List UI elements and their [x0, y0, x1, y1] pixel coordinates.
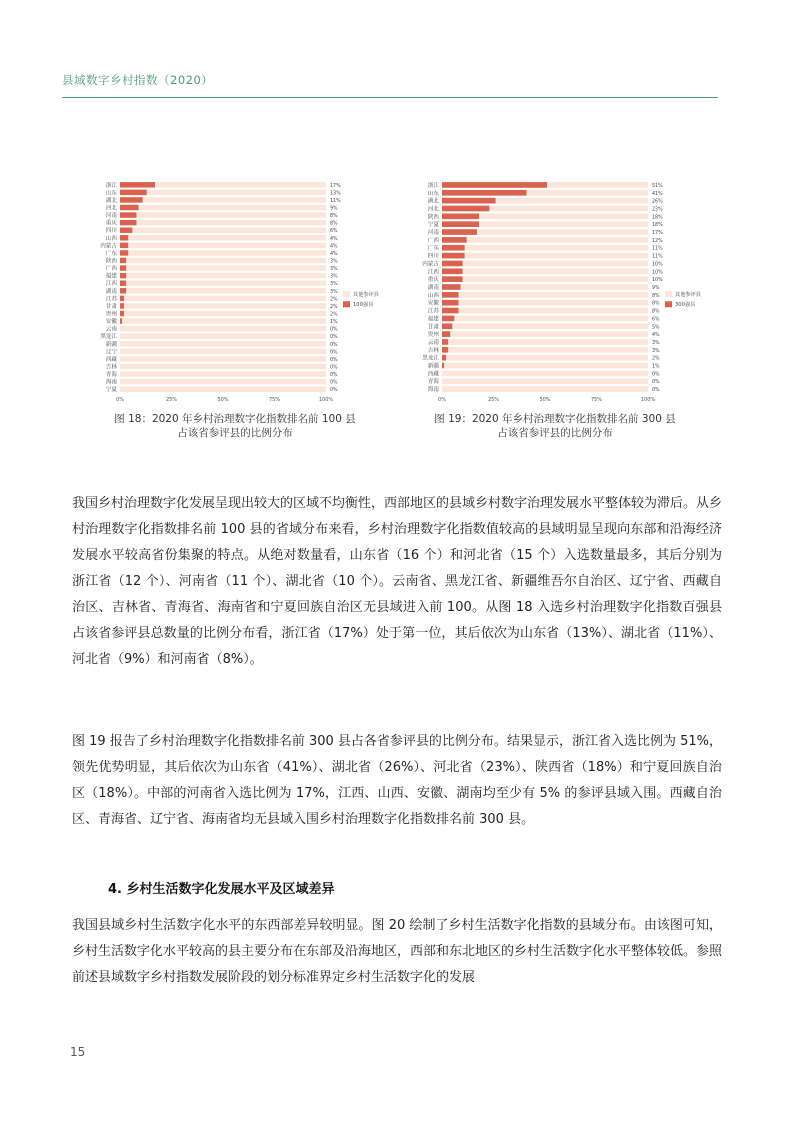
bar-other-25: [120, 371, 326, 376]
value-label: 4%: [330, 251, 338, 257]
category-label: 四川: [427, 253, 439, 260]
category-label: 山西: [427, 292, 439, 299]
bar-highlight-22: [442, 355, 446, 361]
category-label: 湖南: [105, 288, 117, 295]
bar-other-6: [477, 229, 648, 235]
value-label: 10%: [652, 262, 663, 268]
category-label: 湖南: [427, 285, 439, 291]
bar-other-1: [147, 190, 326, 195]
value-label: 8%: [330, 221, 338, 227]
bar-other-8: [465, 245, 648, 251]
category-label: 四川: [105, 228, 117, 235]
x-tick-label: 75%: [590, 397, 603, 403]
category-label: 广东: [105, 250, 117, 257]
category-label: 宁夏: [105, 387, 117, 394]
category-label: 贵州: [427, 332, 439, 339]
category-label: 辽宁: [105, 349, 117, 356]
legend-swatch-highlight: [665, 301, 672, 307]
caption-line: 图 18：2020 年乡村治理数字化指数排名前 100 县: [114, 413, 356, 425]
bar-other-2: [143, 197, 326, 202]
bar-highlight-18: [442, 323, 452, 329]
bar-highlight-10: [442, 261, 463, 267]
category-label: 重庆: [105, 220, 117, 227]
category-label: 安徽: [105, 319, 117, 326]
bar-other-10: [463, 261, 648, 267]
value-label: 3%: [330, 259, 338, 265]
bar-other-3: [489, 206, 648, 212]
x-tick-label: 25%: [487, 397, 500, 403]
bar-other-4: [479, 214, 648, 220]
bar-other-12: [463, 276, 648, 282]
value-label: 1%: [330, 320, 338, 326]
category-label: 江西: [427, 269, 439, 276]
value-label: 0%: [330, 388, 338, 394]
bar-highlight-9: [442, 253, 465, 259]
category-label: 西藏: [105, 356, 117, 363]
legend-swatch-other: [343, 291, 350, 297]
page-number: 15: [70, 1045, 86, 1059]
value-label: 4%: [330, 236, 338, 242]
legend-swatch-other: [665, 291, 672, 297]
legend-label-highlight: 100强县: [353, 302, 374, 309]
value-label: 11%: [330, 198, 341, 204]
category-label: 陕西: [427, 214, 439, 221]
value-label: 0%: [330, 327, 338, 333]
bar-highlight-11: [442, 268, 463, 274]
value-label: 0%: [330, 335, 338, 341]
bar-other-12: [126, 273, 326, 278]
bar-other-9: [465, 253, 648, 259]
value-label: 0%: [652, 372, 660, 378]
bar-highlight-23: [442, 363, 444, 369]
bar-other-5: [136, 220, 326, 225]
bar-highlight-12: [442, 276, 463, 282]
body-paragraph: 我国县域乡村生活数字化水平的东西部差异较明显。图 20 绘制了乡村生活数字化指数的县域分布。由该图可知，乡村生活数字化水平较高的县主要分布在东部及沿海地区，西部和东北地区的乡村生活数字化水平整体较低。参照前述县域数字乡村指数发展阶段的划分标准界定乡村生活数字化的发展: [72, 918, 723, 985]
legend-swatch-highlight: [343, 301, 350, 307]
bar-other-18: [122, 318, 326, 323]
bar-highlight-11: [120, 265, 126, 270]
bar-highlight-19: [442, 331, 450, 337]
value-label: 0%: [330, 365, 338, 371]
bar-other-27: [120, 386, 326, 391]
value-label: 23%: [652, 207, 663, 213]
bar-highlight-17: [442, 316, 454, 322]
category-label: 宁夏: [427, 222, 439, 229]
value-label: 2%: [652, 356, 660, 362]
category-label: 内蒙古: [100, 243, 117, 250]
value-label: 18%: [652, 223, 663, 229]
value-label: 11%: [652, 246, 663, 252]
category-label: 山西: [105, 235, 117, 242]
category-label: 云南: [427, 339, 439, 346]
bar-highlight-2: [120, 197, 143, 202]
category-label: 吉林: [427, 347, 439, 354]
value-label: 11%: [652, 254, 663, 260]
category-label: 浙江: [105, 182, 117, 189]
legend-label-other: 其他参评县: [675, 292, 701, 299]
value-label: 12%: [652, 238, 663, 244]
x-tick-label: 25%: [165, 397, 178, 403]
category-label: 广西: [105, 266, 117, 273]
category-label: 重庆: [427, 277, 439, 284]
bar-other-11: [126, 265, 326, 270]
value-label: 4%: [330, 244, 338, 250]
bar-highlight-7: [442, 237, 467, 243]
value-label: 2%: [330, 297, 338, 303]
bar-other-9: [128, 250, 326, 255]
category-label: 山东: [427, 190, 439, 197]
bar-other-18: [452, 323, 648, 329]
category-label: 内蒙古: [422, 261, 439, 268]
bar-highlight-3: [442, 206, 489, 212]
category-label: 江苏: [105, 296, 117, 303]
figure-18-svg: [88, 178, 379, 408]
bar-highlight-7: [120, 235, 128, 240]
category-label: 云南: [105, 326, 117, 333]
value-label: 18%: [652, 215, 663, 221]
value-label: 10%: [652, 270, 663, 276]
bar-highlight-15: [120, 296, 124, 301]
bar-other-20: [120, 333, 326, 338]
value-label: 4%: [652, 333, 660, 339]
bar-other-8: [128, 243, 326, 248]
bar-other-2: [496, 198, 648, 204]
value-label: 3%: [330, 274, 338, 280]
value-label: 51%: [652, 183, 663, 189]
value-label: 3%: [330, 267, 338, 273]
value-label: 3%: [330, 289, 338, 295]
value-label: 17%: [330, 183, 341, 189]
category-label: 青海: [105, 372, 117, 379]
bar-highlight-21: [442, 347, 448, 353]
bar-other-25: [442, 378, 648, 384]
value-label: 0%: [330, 373, 338, 379]
bar-other-7: [467, 237, 648, 243]
category-label: 新疆: [427, 363, 439, 370]
bar-other-6: [132, 227, 326, 232]
bar-other-13: [126, 280, 326, 285]
value-label: 9%: [330, 206, 338, 212]
category-label: 西藏: [427, 371, 439, 378]
bar-highlight-13: [442, 284, 461, 290]
bar-highlight-6: [120, 227, 132, 232]
bar-highlight-5: [120, 220, 136, 225]
body-paragraph: 图 19 报告了乡村治理数字化指数排名前 300 县占各省参评县的比例分布。结果显示，浙江省入选比例为 51%，领先优势明显，其后依次为山东省（41%）、湖北省（26%）、河北省（23%）、陕西省（18%）和宁夏回族自治区（18%）。中部的河南省入选比例为 17%，江西、山西、安徽、湖南均至少有 5% 的参评县域入围。西藏自治区、青海省、辽宁省、海南省均无县域入围乡村治理数字化指数排名前 300 县。: [72, 734, 722, 827]
figure-18-caption: [90, 412, 380, 440]
bar-other-19: [450, 331, 648, 337]
bar-highlight-8: [442, 245, 465, 251]
bar-other-23: [444, 363, 648, 369]
bar-highlight-8: [120, 243, 128, 248]
value-label: 6%: [652, 317, 660, 323]
category-label: 安徽: [427, 300, 439, 307]
section-heading: 4. 乡村生活数字化发展水平及区域差异: [108, 882, 335, 897]
category-label: 海南: [427, 387, 439, 394]
value-label: 8%: [652, 309, 660, 315]
bar-other-4: [136, 212, 326, 217]
bar-other-3: [139, 205, 326, 210]
bar-highlight-17: [120, 311, 124, 316]
bar-highlight-13: [120, 280, 126, 285]
bar-other-24: [442, 371, 648, 377]
bar-highlight-10: [120, 258, 126, 263]
category-label: 湖北: [427, 198, 439, 205]
value-label: 0%: [330, 380, 338, 386]
value-label: 0%: [330, 357, 338, 363]
bar-other-22: [446, 355, 648, 361]
bar-other-15: [124, 296, 326, 301]
bar-highlight-0: [442, 182, 547, 188]
bar-highlight-1: [120, 190, 147, 195]
bar-other-7: [128, 235, 326, 240]
value-label: 9%: [652, 286, 660, 291]
value-label: 1%: [652, 364, 660, 370]
x-tick-label: 0%: [116, 397, 124, 403]
bar-highlight-6: [442, 229, 477, 235]
bar-other-16: [124, 303, 326, 308]
value-label: 6%: [330, 229, 338, 235]
value-label: 2%: [330, 304, 338, 310]
bar-highlight-4: [442, 214, 479, 220]
bar-other-23: [120, 356, 326, 361]
caption-line: 图 19：2020 年乡村治理数字化指数排名前 300 县: [434, 413, 676, 425]
category-label: 福建: [105, 273, 117, 280]
value-label: 0%: [330, 342, 338, 348]
value-label: 8%: [652, 293, 660, 299]
x-tick-label: 50%: [539, 397, 551, 403]
value-label: 41%: [652, 191, 663, 197]
value-label: 0%: [652, 388, 660, 394]
bar-highlight-20: [442, 339, 448, 345]
figure-19-chart: [410, 178, 701, 408]
category-label: 湖北: [105, 197, 117, 204]
x-tick-label: 50%: [217, 397, 229, 403]
category-label: 河南: [105, 213, 117, 220]
category-label: 江西: [105, 281, 117, 288]
bar-other-10: [126, 258, 326, 263]
bar-other-17: [454, 316, 648, 322]
bar-other-16: [458, 308, 648, 314]
category-label: 贵州: [105, 311, 117, 318]
bar-other-15: [458, 300, 648, 306]
bar-other-21: [448, 347, 648, 353]
bar-highlight-2: [442, 198, 496, 204]
x-tick-label: 100%: [318, 397, 334, 403]
value-label: 10%: [652, 278, 663, 284]
category-label: 山东: [105, 190, 117, 197]
legend-label-highlight: 300强县: [675, 302, 696, 309]
bar-highlight-3: [120, 205, 139, 210]
category-label: 黑龙江: [422, 355, 439, 362]
bar-other-14: [126, 288, 326, 293]
value-label: 3%: [652, 340, 660, 346]
bar-highlight-14: [442, 292, 458, 298]
body-paragraph: 我国乡村治理数字化发展呈现出较大的区域不均衡性，西部地区的县域乡村数字治理发展水平整体较为滞后。从乡村治理数字化指数排名前 100 县的省域分布来看，乡村治理数字化指数值较高的县域明显呈现向东部和沿海经济发展水平较高省份集聚的特点。从绝对数量看，山东省（16 个）和河北省（15 个）入选数量最多，其后分别为浙江省（12 个）、河南省（11 个）、湖北省（10 个）。云南省、黑龙江省、新疆维吾尔自治区、辽宁省、西藏自治区、吉林省、青海省、海南省和宁夏回族自治区无县域进入前 100。从图 18 入选乡村治理数字化指数百强县占该省参评县总数量的比例分布看，浙江省（17%）处于第一位，其后依次为山东省（13%）、湖北省（11%）、河北省（9%）和河南省（8%）。: [72, 496, 723, 667]
category-label: 甘肃: [105, 303, 117, 310]
bar-other-24: [120, 364, 326, 369]
bar-other-26: [120, 379, 326, 384]
caption-line: 占该省参评县的比例分布: [497, 427, 613, 439]
value-label: 3%: [652, 348, 660, 354]
bar-other-19: [120, 326, 326, 331]
value-label: 8%: [330, 214, 338, 220]
value-label: 8%: [652, 301, 660, 307]
bar-highlight-16: [120, 303, 124, 308]
bar-other-1: [526, 190, 648, 196]
bar-other-17: [124, 311, 326, 316]
running-header: 县域数字乡村指数（2020）: [62, 73, 214, 87]
value-label: 5%: [652, 325, 660, 331]
bar-highlight-14: [120, 288, 126, 293]
category-label: 吉林: [105, 364, 117, 371]
category-label: 广西: [427, 237, 439, 244]
figure-18-chart: [88, 178, 379, 408]
bar-other-0: [547, 182, 648, 188]
x-tick-label: 75%: [268, 397, 281, 403]
bar-other-26: [442, 386, 648, 392]
category-label: 陕西: [105, 258, 117, 265]
legend-label-other: 其他参评县: [353, 292, 379, 299]
value-label: 0%: [652, 380, 660, 386]
value-label: 0%: [330, 350, 338, 356]
figure-19-caption: [410, 412, 700, 440]
x-tick-label: 0%: [438, 397, 446, 403]
bar-highlight-15: [442, 300, 458, 306]
category-label: 新疆: [105, 341, 117, 348]
bar-other-14: [458, 292, 648, 298]
category-label: 广东: [427, 245, 439, 252]
bar-other-13: [461, 284, 648, 290]
value-label: 26%: [652, 199, 663, 205]
value-label: 17%: [652, 231, 663, 237]
bar-other-0: [155, 182, 326, 187]
bar-other-11: [463, 268, 648, 274]
bar-highlight-9: [120, 250, 128, 255]
bar-highlight-0: [120, 182, 155, 187]
value-label: 2%: [330, 312, 338, 318]
bar-other-5: [479, 221, 648, 227]
category-label: 青海: [427, 379, 439, 386]
figure-19-svg: [410, 178, 701, 408]
bar-highlight-18: [120, 318, 122, 323]
bar-other-22: [120, 349, 326, 354]
caption-line: 占该省参评县的比例分布: [177, 427, 293, 439]
header-divider: [62, 97, 718, 98]
bar-highlight-5: [442, 221, 479, 227]
bar-other-20: [448, 339, 648, 345]
category-label: 甘肃: [427, 324, 439, 331]
bar-highlight-1: [442, 190, 526, 196]
category-label: 海南: [105, 379, 117, 386]
bar-other-21: [120, 341, 326, 346]
x-tick-label: 100%: [640, 397, 656, 403]
category-label: 福建: [427, 316, 439, 323]
category-label: 江苏: [427, 308, 439, 315]
category-label: 黑龙江: [100, 334, 117, 341]
category-label: 河南: [427, 230, 439, 237]
bar-highlight-4: [120, 212, 136, 217]
category-label: 浙江: [427, 182, 439, 189]
category-label: 河北: [105, 205, 117, 212]
category-label: 河北: [427, 206, 439, 213]
bar-highlight-12: [120, 273, 126, 278]
bar-highlight-16: [442, 308, 458, 314]
value-label: 3%: [330, 282, 338, 288]
value-label: 13%: [330, 191, 341, 197]
